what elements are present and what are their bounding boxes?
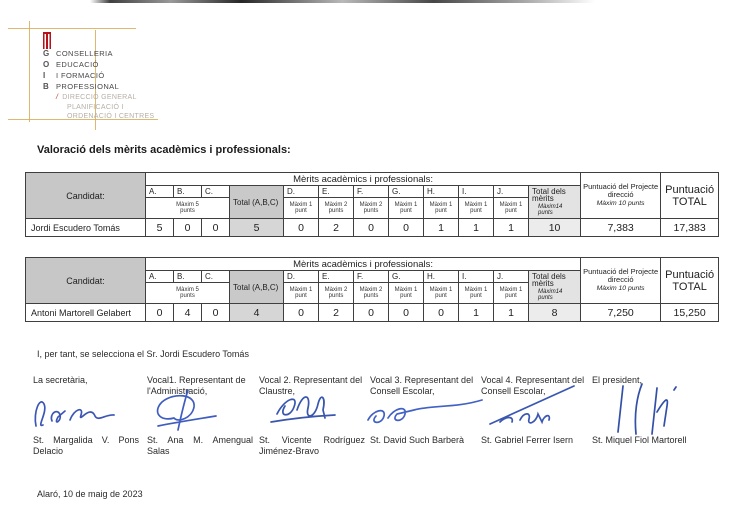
max-points-cell: Màxim 2 punts [319, 283, 354, 304]
project-score-header-cell [581, 173, 661, 219]
column-header: C. [202, 271, 230, 283]
total-score-value: 15,250 [661, 304, 719, 322]
total-abc-header-cell: Total (A,B,C) [230, 186, 284, 219]
max-points-cell: Màxim 1 punt [494, 198, 529, 219]
score-cell: 0 [354, 304, 389, 322]
group-header-cell: Mèrits acadèmics i professionals: [146, 258, 581, 271]
letterhead-line [43, 61, 99, 69]
total-score-label-line2: TOTAL [672, 280, 707, 293]
project-score-value: 7,250 [581, 304, 661, 322]
column-header: J. [494, 186, 529, 198]
goib-letter: I [43, 71, 46, 80]
signer-name: St. Vicente Rodríguez Jiménez-Bravo [259, 435, 365, 456]
org-name-line: CONSELLERIA [56, 49, 113, 58]
max-points-cell: Màxim 2 punts [319, 198, 354, 219]
page-title: Valoració dels mèrits acadèmics i professionals: [37, 144, 291, 156]
column-header: E. [319, 186, 354, 198]
total-merits-value: 10 [529, 219, 581, 237]
max-points-cell: Màxim 1 punt [424, 198, 459, 219]
max-points-cell: Màxim 1 punt [459, 198, 494, 219]
score-cell: 5 [146, 219, 174, 237]
project-score-value: 7,383 [581, 219, 661, 237]
signer-name: St. David Such Barberà [370, 435, 465, 445]
candidate-name: Jordi Escudero Tomás [26, 219, 146, 237]
signer-name: St. Margalida V. Pons Delacio [33, 435, 139, 456]
scan-edge-artifact [90, 0, 595, 3]
column-header: A. [146, 186, 174, 198]
score-cell: 1 [494, 304, 529, 322]
score-cell: 1 [459, 219, 494, 237]
table-row [26, 304, 719, 322]
total-score-label-line1: Puntuació [665, 183, 715, 196]
score-cell: 0 [146, 304, 174, 322]
column-header: H. [424, 186, 459, 198]
total-merits-header-cell [529, 271, 581, 304]
column-header: D. [284, 271, 319, 283]
max-points-cell: Màxim 1 punt [284, 198, 319, 219]
project-score-label: Puntuació del Projecte direcció [583, 181, 659, 200]
place-and-date: Alaró, 10 de maig de 2023 [37, 489, 143, 499]
org-name-line: PROFESSIONAL [56, 82, 120, 91]
goib-letter: G [43, 49, 50, 58]
score-cell: 0 [284, 219, 319, 237]
total-abc-value: 4 [230, 304, 284, 322]
max-points-cell: Màxim 2 punts [354, 198, 389, 219]
max-points-cell: Màxim 1 punt [494, 283, 529, 304]
department-name-line: DIRECCIÓ GENERAL [62, 94, 137, 101]
score-cell: 0 [354, 219, 389, 237]
signature-role: Vocal 3. Representant del Consell Escolar, [370, 375, 474, 396]
signer-name: St. Miquel Fiol Martorell [592, 435, 687, 445]
column-header: J. [494, 271, 529, 283]
score-cell: 2 [319, 304, 354, 322]
column-header: I. [459, 271, 494, 283]
total-abc-header-cell: Total (A,B,C) [230, 271, 284, 304]
total-score-label-line1: Puntuació [665, 268, 715, 281]
project-score-header-cell [581, 258, 661, 304]
column-header: I. [459, 186, 494, 198]
total-score-header-cell [661, 173, 719, 219]
crop-mark-line [8, 28, 136, 29]
goib-letter: O [43, 60, 50, 69]
signature-role: La secretària, [33, 375, 88, 385]
score-cell: 0 [202, 304, 230, 322]
score-cell: 0 [424, 304, 459, 322]
project-score-label: Puntuació del Projecte direcció [583, 266, 659, 285]
column-header: A. [146, 271, 174, 283]
total-abc-value: 5 [230, 219, 284, 237]
signature-role: Vocal 2. Representant del Claustre, [259, 375, 363, 396]
total-score-header-cell [661, 258, 719, 304]
total-score-value: 17,383 [661, 219, 719, 237]
department-line: PLANIFICACIÓ I [67, 104, 124, 111]
score-cell: 0 [202, 219, 230, 237]
column-header: D. [284, 186, 319, 198]
column-header: F. [354, 186, 389, 198]
total-merits-value: 8 [529, 304, 581, 322]
score-cell: 4 [174, 304, 202, 322]
signature-stroke-secretaria [28, 388, 143, 434]
total-merits-header-cell [529, 186, 581, 219]
score-cell: 0 [389, 304, 424, 322]
table-row [26, 219, 719, 237]
goib-letter: B [43, 82, 50, 91]
max-points-cell: Màxim 1 punt [424, 283, 459, 304]
department-line: ORDENACIÓ I CENTRES [67, 113, 155, 120]
signer-name: St. Gabriel Ferrer Isern [481, 435, 574, 445]
senyera-shield-icon [43, 32, 51, 49]
score-cell: 1 [459, 304, 494, 322]
project-score-max: Màxim 10 punts [596, 284, 645, 292]
max-points-cell: Màxim 1 punt [389, 283, 424, 304]
candidate-header-cell: Candidat: [26, 173, 146, 219]
score-cell: 0 [389, 219, 424, 237]
signature-role: Vocal 4. Representant del Consell Escolar, [481, 375, 585, 396]
score-cell: 1 [494, 219, 529, 237]
letterhead-line [43, 50, 113, 58]
signature-stroke-president [590, 378, 710, 442]
column-header: C. [202, 186, 230, 198]
crop-mark-line [29, 21, 30, 122]
total-merits-label: Total dels mèrits [532, 271, 566, 288]
slash-mark: / [56, 94, 59, 101]
column-header: B. [174, 186, 202, 198]
signer-name: St. Ana M. Amengual Salas [147, 435, 253, 456]
max-points-cell: Màxim 1 punt [459, 283, 494, 304]
score-cell: 1 [424, 219, 459, 237]
score-cell: 0 [284, 304, 319, 322]
department-line [56, 94, 137, 101]
column-header: B. [174, 271, 202, 283]
column-header: F. [354, 271, 389, 283]
total-merits-max: Màxim14 punts [538, 288, 563, 301]
score-cell: 0 [174, 219, 202, 237]
candidate-name: Antoni Martorell Gelabert [26, 304, 146, 322]
score-cell: 2 [319, 219, 354, 237]
project-score-max: Màxim 10 punts [596, 199, 645, 207]
max-points-cell: Màxim 1 punt [284, 283, 319, 304]
column-header: E. [319, 271, 354, 283]
org-name-line: EDUCACIÓ [56, 60, 99, 69]
selection-note: I, per tant, se selecciona el Sr. Jordi Escudero Tomás [37, 349, 249, 359]
group-header-cell: Mèrits acadèmics i professionals: [146, 173, 581, 186]
total-score-label-line2: TOTAL [672, 195, 707, 208]
max-points-cell: Màxim 2 punts [354, 283, 389, 304]
signature-role: Vocal1. Representant de l'Administració, [147, 375, 246, 396]
total-merits-label: Total dels mèrits [532, 186, 566, 203]
max-points-cell: Màxim 1 punt [389, 198, 424, 219]
signature-role: El president, [592, 375, 643, 385]
total-merits-max: Màxim14 punts [538, 203, 563, 216]
candidate-header-cell: Candidat: [26, 258, 146, 304]
org-name-line: I FORMACIÓ [56, 71, 105, 80]
max-points-cell: Màxim 5 punts [146, 283, 230, 304]
merits-table-candidate-1 [25, 172, 719, 237]
column-header: G. [389, 186, 424, 198]
merits-table-candidate-2 [25, 257, 719, 322]
letterhead-line [43, 72, 105, 80]
letterhead-line [43, 83, 119, 91]
column-header: H. [424, 271, 459, 283]
max-points-cell: Màxim 5 punts [146, 198, 230, 219]
column-header: G. [389, 271, 424, 283]
